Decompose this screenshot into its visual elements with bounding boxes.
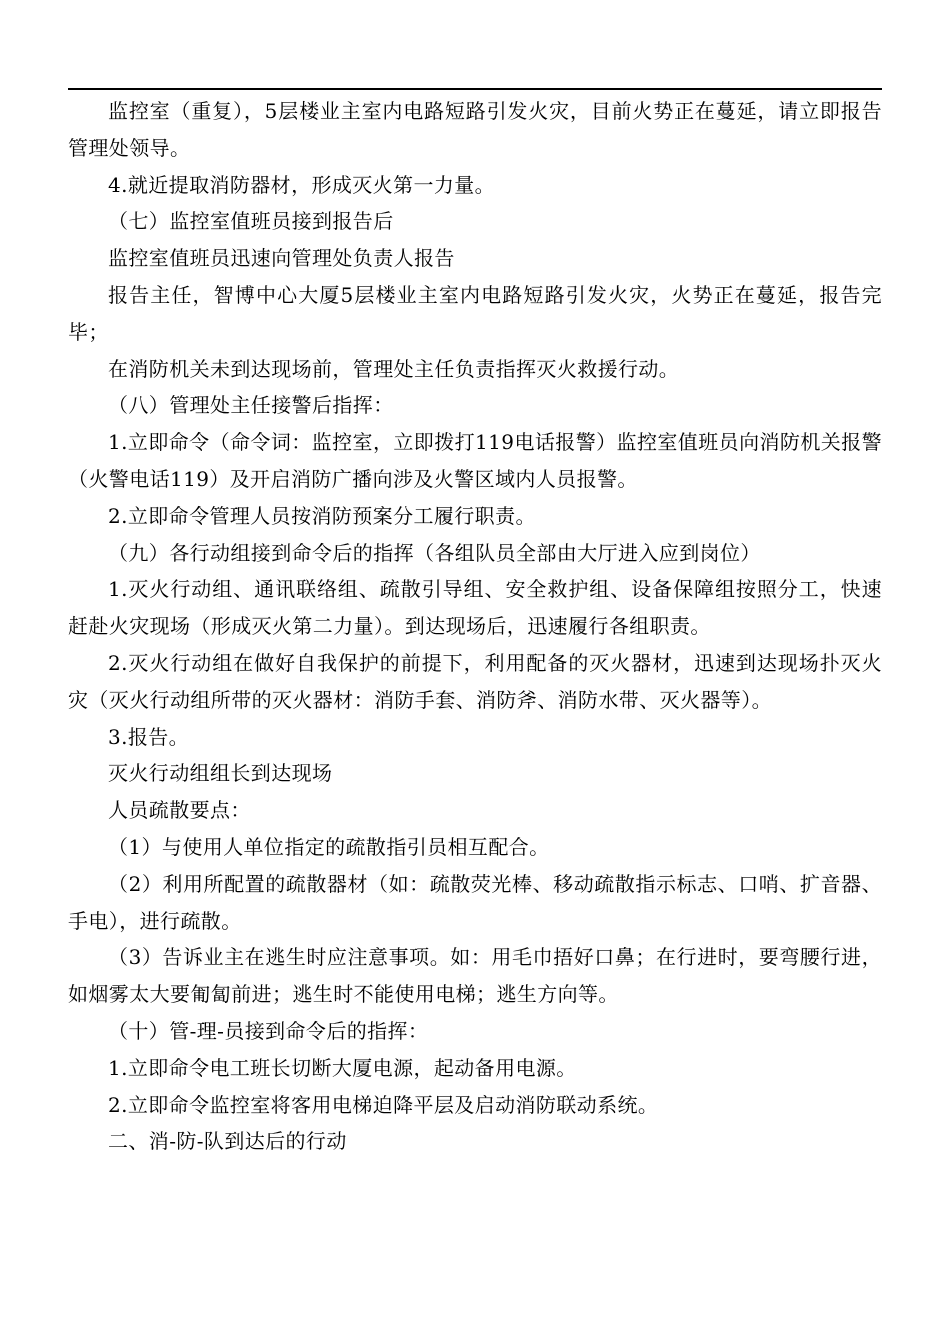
paragraph: 1.立即命令（命令词：监控室，立即拨打119电话报警）监控室值班员向消防机关报警（火警电话119）及开启消防广播向涉及火警区域内人员报警。	[68, 430, 882, 491]
paragraph: 1.灭火行动组、通讯联络组、疏散引导组、安全救护组、设备保障组按照分工，快速赶赴火灾现场（形成灭火第二力量）。到达现场后，迅速履行各组职责。	[68, 577, 882, 639]
paragraph: 人员疏散要点：	[108, 798, 251, 823]
header-rule	[68, 88, 882, 90]
paragraph: 2.立即命令监控室将客用电梯迫降平层及启动消防联动系统。	[108, 1092, 659, 1117]
paragraph: 监控室值班员迅速向管理处负责人报告	[108, 246, 455, 271]
document-page	[68, 0, 882, 1344]
paragraph: 灭火行动组组长到达现场	[108, 761, 333, 786]
paragraph: 在消防机关未到达现场前，管理处主任负责指挥灭火救援行动。	[108, 356, 680, 381]
paragraph: （1）与使用人单位指定的疏散指引员相互配合。	[108, 834, 550, 859]
paragraph: 4.就近提取消防器材，形成灭火第一力量。	[108, 172, 496, 197]
paragraph: （2）利用所配置的疏散器材（如：疏散荧光棒、移动疏散指示标志、口哨、扩音器、手电），进行疏散。	[68, 871, 882, 933]
paragraph: 报告主任，智博中心大厦5层楼业主室内电路短路引发火灾，火势正在蔓延，报告完毕；	[68, 282, 882, 344]
document-body	[68, 93, 882, 1160]
section-heading: 二、消-防-队到达后的行动	[108, 1129, 347, 1154]
paragraph: 监控室（重复），5层楼业主室内电路短路引发火灾，目前火势正在蔓延，请立即报告管理处领导。	[68, 99, 882, 160]
paragraph: （3）告诉业主在逃生时应注意事项。如：用毛巾捂好口鼻；在行进时，要弯腰行进，如烟雾太大要匍匐前进；逃生时不能使用电梯；逃生方向等。	[68, 945, 882, 1007]
section-heading: （十）管-理-员接到命令后的指挥：	[108, 1018, 429, 1043]
section-heading: （七）监控室值班员接到报告后	[108, 209, 394, 234]
section-heading: （九）各行动组接到命令后的指挥（各组队员全部由大厅进入应到岗位）	[108, 540, 761, 565]
section-heading: （八）管理处主任接警后指挥：	[108, 393, 394, 418]
paragraph: 1.立即命令电工班长切断大厦电源，起动备用电源。	[108, 1055, 577, 1080]
paragraph: 3.报告。	[108, 724, 190, 749]
paragraph: 2.立即命令管理人员按消防预案分工履行职责。	[108, 503, 536, 528]
paragraph: 2.灭火行动组在做好自我保护的前提下，利用配备的灭火器材，迅速到达现场扑灭火灾（灭火行动组所带的灭火器材：消防手套、消防斧、消防水带、灭火器等）。	[68, 650, 882, 712]
